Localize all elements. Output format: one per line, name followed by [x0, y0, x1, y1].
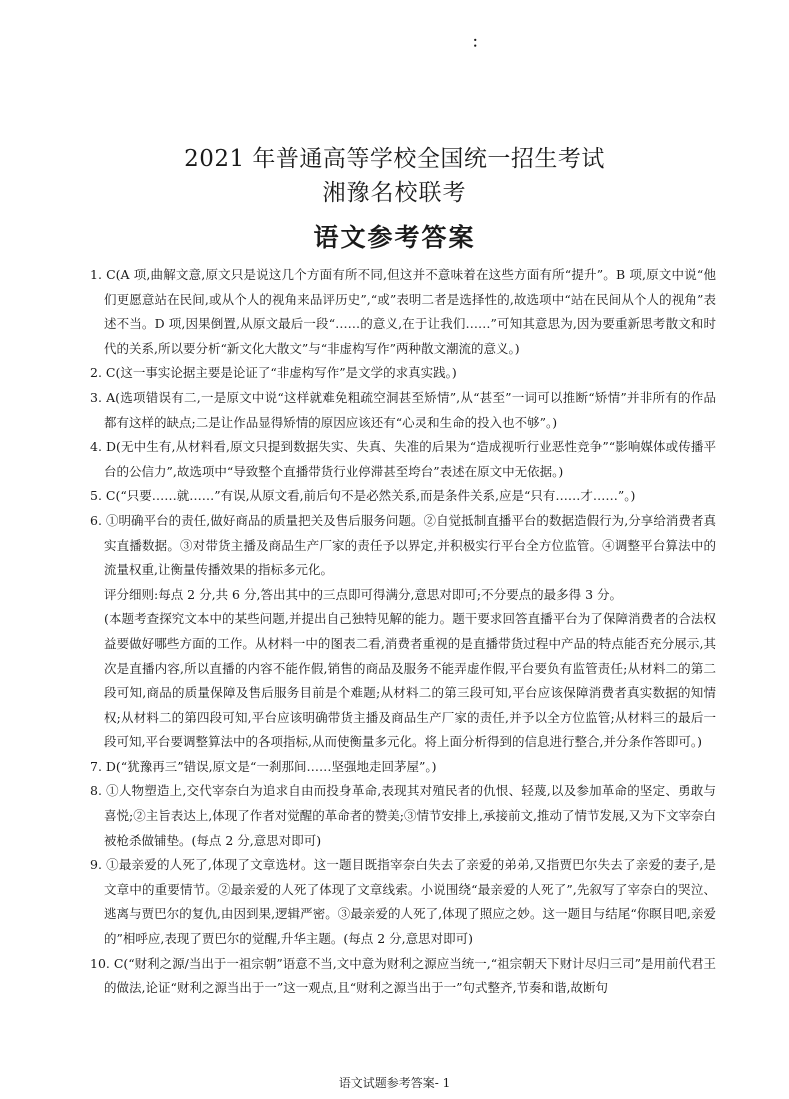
- answer-8: 8. ①人物塑造上,交代宰奈白为追求自由而投身革命,表现其对殖民者的仇恨、轻蔑,以及参加革命的坚定、勇敢与喜悦;②主旨表达上,体现了作者对觉醒的革命者的赞美;③情节安排上,承接前文,推动了情节发展,又为下文宰奈白被枪杀做铺垫。(每点 2 分,意思对即可): [90, 783, 716, 848]
- answer-7: 7. D(“犹豫再三”错误,原文是“一刹那间……坚强地走回茅屋”。): [90, 758, 437, 774]
- answer-3: 3. A(选项错误有二,一是原文中说“这样就难免粗疏空洞甚至矫情”,从“甚至”一词可以推断“矫情”并非所有的作品都有这样的缺点;二是让作品显得矫情的原因应该还有“心灵和生命的投入也不够”。): [90, 389, 716, 430]
- answer-2: 2. C(这一事实论据主要是论证了“非虚构写作”是文学的求真实践。): [90, 365, 457, 381]
- exam-subtitle: 湘豫名校联考: [322, 180, 467, 206]
- exam-title: 2021 年普通高等学校全国统一招生考试: [184, 146, 605, 172]
- answer-1: 1. C(A 项,曲解文意,原文只是说这几个方面有所不同,但这并不意味着在这些方面有所“提升”。B 项,原文中说“他们更愿意站在民间,或从个人的视角来品评历史”,“或”表明二者是选择性的,故选项中“站在民间从个人的视角”表述不当。D 项,因果倒置,从原文最后一段“……的意义,在于让我们……”可知其意思为,因为要重新思考散文和时代的关系,所以要分析“新文化大散文”与“非虚构写作”两种散文潮流的意义。): [90, 267, 716, 356]
- answer-10: 10. C(“财利之源/当出于一祖宗朝”语意不当,文中意为财利之源应当统一,“祖宗朝天下财计尽归三司”是用前代君王的做法,论证“财利之源当出于一”这一观点,且“财利之源当出于一”句式整齐,节奏和谐,故断句: [90, 955, 717, 996]
- answer-6-scoring: 评分细则:每点 2 分,共 6 分,答出其中的三点即可得满分,意思对即可;不分要点的最多得 3 分。: [104, 586, 623, 602]
- answer-6-note: (本题考查探究文本中的某些问题,并提出自己独特见解的能力。题干要求回答直播平台为了保障消费者的合法权益要做好哪些方面的工作。从材料一中的图表二看,消费者重视的是直播带货过程中产品的特点能否充分展示,其次是直播内容,所以直播的内容不能作假,销售的商品及服务不能弄虚作假,平台要负有监管责任;从材料二的第二段可知,商品的质量保障及售后服务目前是个难题;从材料二的第三段可知,平台应该保障消费者真实数据的知情权;从材料二的第四段可知,平台应该明确带货主播及商品生产厂家的责任,并予以全方位监管;从材料三的最后一段可知,平台要调整算法中的各项指标,从而使衡量多元化。将上面分析得到的信息进行整合,并分条作答即可。): [104, 611, 716, 750]
- page-title: 语文参考答案: [313, 223, 476, 252]
- answer-5: 5. C(“只要……就……”有误,从原文看,前后句不是必然关系,而是条件关系,应是“只有……才……”。): [90, 488, 636, 504]
- answer-list: [90, 263, 716, 1001]
- answer-6: 6. ①明确平台的责任,做好商品的质量把关及售后服务问题。②自觉抵制直播平台的数据造假行为,分享给消费者真实直播数据。③对带货主播及商品生产厂家的责任予以界定,并积极实行平台全方位监管。④调整平台算法中的流量权重,让衡量传播效果的指标多元化。: [90, 512, 716, 578]
- page-footer: 语文试题参考答案- 1: [338, 1076, 451, 1090]
- answer-9: 9. ①最亲爱的人死了,体现了文章选材。这一题目既指宰奈白失去了亲爱的弟弟,又指贾巴尔失去了亲爱的妻子,是文章中的重要情节。②最亲爱的人死了体现了文章线索。小说围绕“最亲爱的人死了”,先叙写了宰奈白的哭泣、逃离与贾巴尔的复仇,由因到果,逻辑严密。③最亲爱的人死了,体现了照应之妙。这一题目与结尾“你瞑目吧,亲爱的”相呼应,表现了贾巴尔的觉醒,升华主题。(每点 2 分,意思对即可): [90, 857, 716, 947]
- answer-4: 4. D(无中生有,从材料看,原文只提到数据失实、失真、失准的后果为“造成视听行业恶性竞争”“影响媒体或传播平台的公信力”,故选项中“导致整个直播带货行业停滞甚至垮台”表述在原文中无依据。): [90, 439, 716, 479]
- corner-mark: ：: [472, 35, 486, 51]
